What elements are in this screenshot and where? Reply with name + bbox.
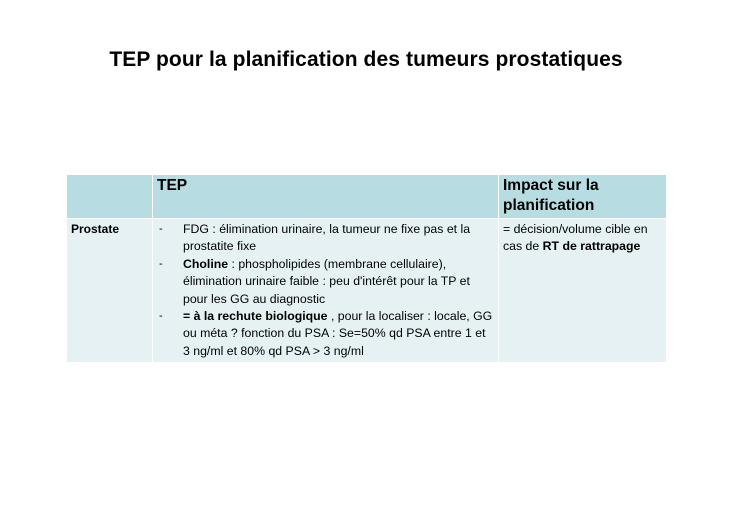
header-tep-label: TEP [157,177,188,194]
row-label-cell [67,219,153,363]
bullet-text: , pour la localiser : locale, GG ou méta ? fonction du PSA : Se=50% qd PSA entre 1 et 3 ng/ml et 80% qd PSA > 3 ng/ml [183,309,493,358]
dash-bullet: - [159,223,163,235]
comparison-table [66,174,667,363]
table-header-row [67,175,667,219]
header-cell-tep [153,175,499,219]
impact-text: = décision/volume cible en cas de [503,222,648,254]
header-cell-empty [67,175,153,219]
bullet-bold-text: Choline [183,256,229,271]
bullet-bold-text: = à la rechute biologique [183,309,328,324]
tep-cell [153,219,499,363]
dash-bullet: - [159,310,163,323]
impact-bold-text: RT de rattrapage [542,239,641,254]
list-item [157,256,494,308]
bullet-text: FDG : élimination urinaire, la tumeur ne fixe pas et la prostatite fixe [183,222,471,254]
row-label-prostate: Prostate [71,222,120,236]
header-cell-impact [499,175,667,219]
table-row [67,219,667,363]
tep-bullet-list [153,219,498,362]
slide-title: TEP pour la planification des tumeurs prostatiques [109,48,623,71]
header-impact-label: Impact sur la planification [503,177,599,214]
impact-cell [499,219,667,363]
list-item [157,221,494,256]
bullet-text: : phospholipides (membrane cellulaire), élimination urinaire faible : peu d'intérêt pour la TP et pour les GG au diagnostic [183,256,470,306]
list-item [157,308,494,360]
dash-bullet: - [159,257,163,270]
